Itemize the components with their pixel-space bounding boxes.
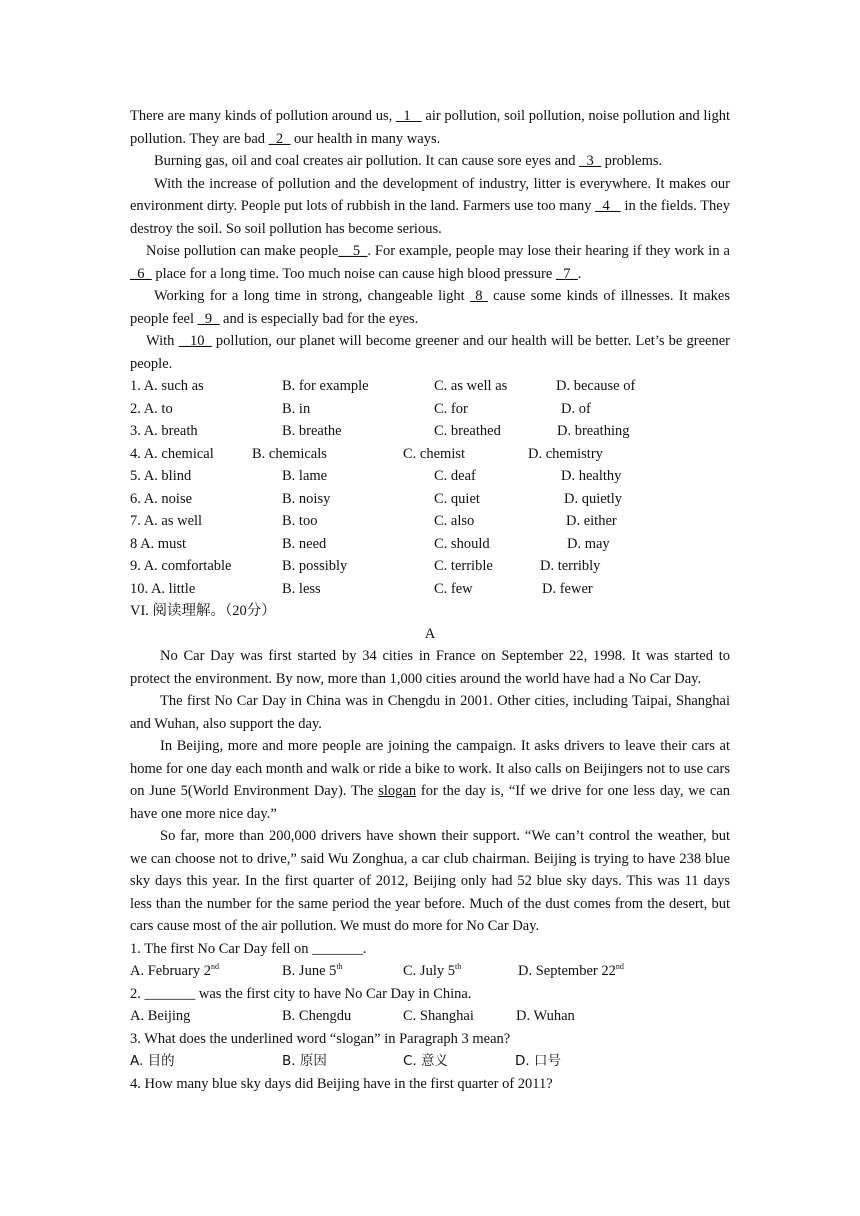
blank-8: 8 — [470, 288, 488, 304]
blank-6: _6_ — [130, 265, 152, 282]
passage-paragraph-1: No Car Day was first started by 34 cities in France on September 22, 1998. It was started to protect the environment. By now, more than 1,000 cities around the world have had a No Car Day. — [130, 648, 730, 687]
section-heading: VI. 阅读理解。（20分） — [130, 603, 276, 619]
option-row: 9. A. comfortable B. possibly C. terrible D. terribly — [130, 558, 601, 574]
question-3-options: A. 目的 B. 原因 C. 意义 D. 口号 — [130, 1053, 561, 1069]
blank-7: _7_ — [555, 265, 578, 282]
slogan-underlined-word: slogan — [378, 783, 417, 799]
option-row: 5. A. blind B. lame C. deaf D. healthy — [130, 468, 622, 484]
cloze-paragraph-6: With _10_ pollution, our planet will become greener and our health will be better. Let’s be greener people. — [130, 333, 730, 372]
question-3: 3. What does the underlined word “slogan” in Paragraph 3 mean? — [130, 1030, 511, 1047]
document-body — [130, 105, 730, 1095]
blank-5: __5_ — [338, 243, 368, 259]
question-4: 4. How many blue sky days did Beijing have in the first quarter of 2011? — [130, 1075, 553, 1092]
option-row: 8 A. must B. need C. should D. may — [130, 535, 610, 552]
blank-2: _2_ — [268, 130, 291, 147]
option-row: 6. A. noise B. noisy C. quiet D. quietly — [130, 490, 622, 507]
passage-paragraph-3: In Beijing, more and more people are joining the campaign. It asks drivers to leave their cars at home for one day each month and walk or ride a bike to work. It also calls on Beijingers not to use cars on June 5(World Environment Day). The slogan for the day is, “If we drive for one less day, we can have one more nice day.” — [130, 738, 731, 822]
blank-3: _3_ — [579, 153, 601, 169]
passage-letter: A — [424, 625, 436, 642]
question-2-options: A. Beijing B. Chengdu C. Shanghai D. Wuhan — [130, 1008, 575, 1024]
question-1: 1. The first No Car Day fell on _______. — [130, 940, 367, 957]
cloze-paragraph-5: Working for a long time in strong, changeable light 8 cause some kinds of illnesses. It makes people feel _9_ and is especially bad for the eyes. — [130, 288, 731, 327]
blank-4: _4_ — [595, 198, 621, 214]
passage-paragraph-2: The first No Car Day in China was in Chengdu in 2001. Other cities, including Taipai, Shanghai and Wuhan, also support the day. — [130, 693, 730, 732]
passage-paragraph-4: So far, more than 200,000 drivers have shown their support. “We can’t control the weather, but we can choose not to drive,” said Wu Zonghua, a car club chairman. Beijing is trying to have 238 blue sky days this year. In the first quarter of 2012, Beijing only had 52 blue sky days. This was 11 days less than the number for the same period the year before. Much of the dust comes from the desert, but cars cause most of the air pollution. We must do more for No Car Day. — [130, 828, 730, 934]
question-2: 2. _______ was the first city to have No Car Day in China. — [130, 985, 472, 1002]
blank-9: _9_ — [197, 310, 220, 327]
question-1-options: A. February 2nd B. June 5th C. July 5th D. September 22nd — [130, 962, 624, 979]
cloze-paragraph-1: There are many kinds of pollution around us, 1 air pollution, soil pollution, noise pollution and light pollution. They are bad _2_ our health in many ways. — [130, 108, 731, 147]
option-row: 10. A. little B. less C. few D. fewer — [130, 580, 593, 597]
cloze-options — [130, 375, 730, 600]
option-row: 3. A. breath B. breathe C. breathed D. breathing — [130, 423, 630, 439]
option-row: 7. A. as well B. too C. also D. either — [130, 513, 617, 529]
blank-1: 1 — [395, 108, 422, 124]
blank-10: _10_ — [178, 333, 212, 349]
option-row: 2. A. to B. in C. for D. of — [130, 400, 591, 417]
option-row: 1. A. such as B. for example C. as well as D. because of — [130, 378, 636, 394]
cloze-paragraph-3: With the increase of pollution and the development of industry, litter is everywhere. It makes our environment dirty. People put lots of rubbish in the land. Farmers use too many _4_ in the fields. They destroy the soil. So soil pollution has become serious. — [130, 175, 730, 237]
cloze-paragraph-2: Burning gas, oil and coal creates air pollution. It can cause sore eyes and _3_ problems. — [154, 153, 663, 169]
cloze-paragraph-4: Noise pollution can make people__5_. For example, people may lose their hearing if they work in a _6_ place for a long time. Too much noise can cause high blood pressure _7_. — [130, 243, 730, 282]
option-row: 4. A. chemical B. chemicals C. chemist D. chemistry — [130, 445, 603, 462]
